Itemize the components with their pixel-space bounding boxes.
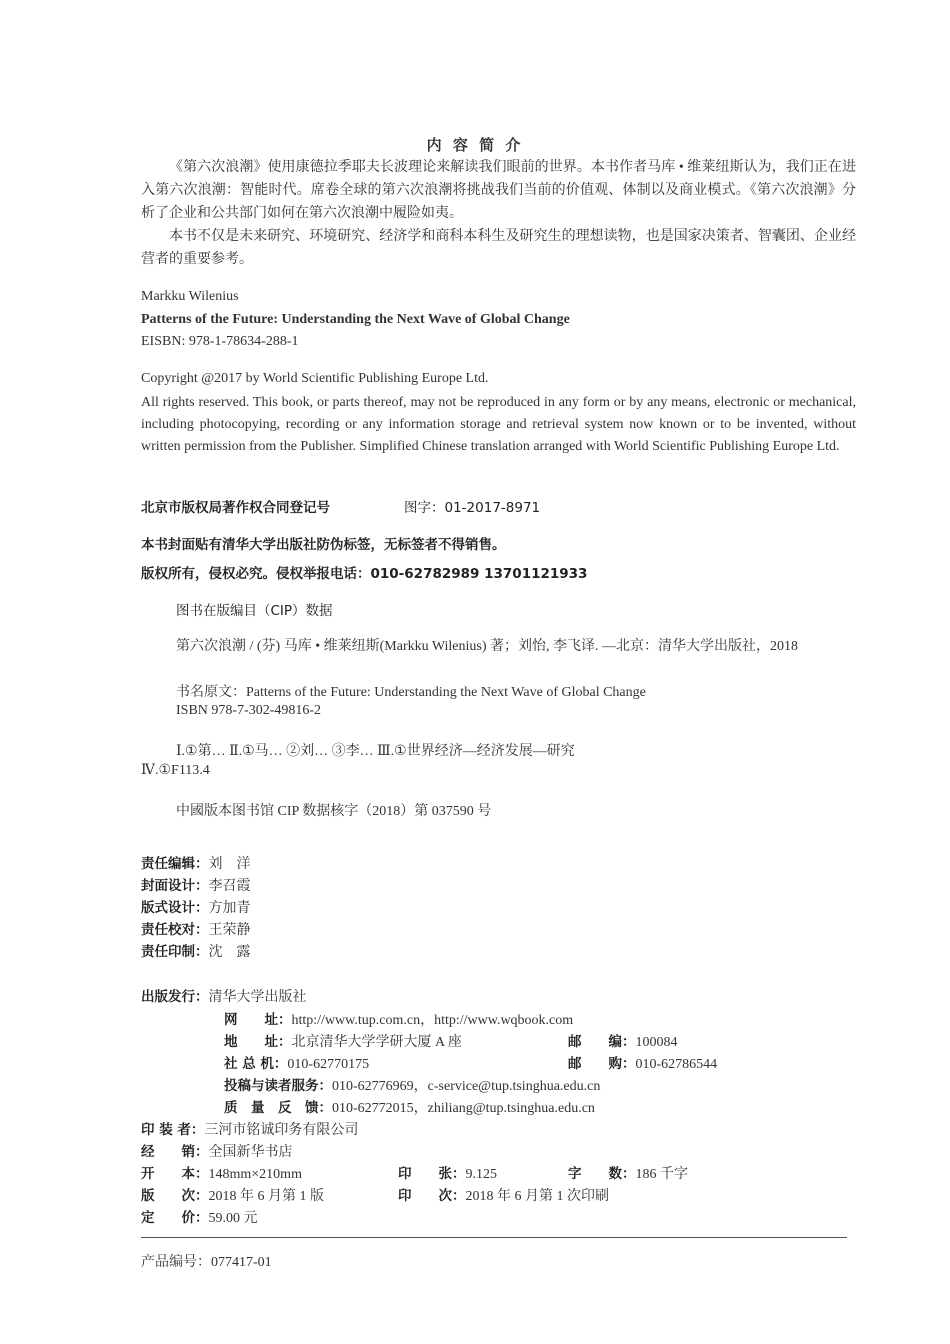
publisher-name: 清华大学出版社 xyxy=(208,990,307,1005)
cip-entry: 第六次浪潮 / (芬) 马库 • 维莱纽斯(Markku Wilenius) 著；刘怡, 李飞译. —北京：清华大学出版社，2018 xyxy=(176,639,798,654)
register-number: 图字：01-2017-8971 xyxy=(404,500,541,516)
product-number-row xyxy=(141,1251,272,1271)
impression-label: 印 次： xyxy=(398,1188,466,1204)
anti-counterfeit-notice: 本书封面贴有清华大学出版社防伪标签，无标签者不得销售。 xyxy=(141,537,506,553)
intro-paragraph-1: 《第六次浪潮》使用康德拉季耶夫长波理论来解读我们眼前的世界。本书作者马库 • 维莱纽斯认为，我们正在进入第六次浪潮：智能时代。席卷全球的第六次浪潮将挑战我们当前的价值观、体制以及商业模式。《第六次浪潮》分析了企业和公共部门如何在第六次浪潮中履险如夷。 xyxy=(141,160,856,221)
publisher-row xyxy=(141,985,307,1006)
printer-value: 三河市铭诚印务有限公司 xyxy=(204,1123,359,1138)
staff-label: 版式设计： xyxy=(141,900,209,916)
format-value: 148mm×210mm xyxy=(208,1167,302,1182)
original-author: Markku Wilenius xyxy=(141,289,239,304)
rights-notice: 版权所有，侵权必究。侵权举报电话：010-62782989 13701121933 xyxy=(141,566,588,582)
edition-value: 2018 年 6 月第 1 版 xyxy=(208,1189,324,1204)
switchboard-label: 社 总 机： xyxy=(224,1056,288,1072)
staff-label: 责任印制： xyxy=(141,944,209,960)
cip-original-title: 书名原文：Patterns of the Future: Understanding the Next Wave of Global Change xyxy=(176,685,646,700)
word-count-value: 186 千字 xyxy=(635,1167,688,1182)
zip-value: 100084 xyxy=(635,1035,678,1050)
mail-order-row xyxy=(568,1052,717,1073)
staff-label: 责任校对： xyxy=(141,922,209,938)
website-row xyxy=(224,1008,573,1029)
printer-label: 印 装 者： xyxy=(141,1122,205,1138)
staff-value: 刘 洋 xyxy=(208,857,251,872)
printer-row xyxy=(141,1118,358,1139)
switchboard-value: 010-62770175 xyxy=(287,1057,370,1072)
staff-proofreader xyxy=(141,918,251,939)
product-number-value: 077417-01 xyxy=(211,1255,272,1270)
reader-service-label: 投稿与读者服务： xyxy=(224,1078,332,1094)
intro-paragraph-2: 本书不仅是未来研究、环境研究、经济学和商科本科生及研究生的理想读物，也是国家决策者、智囊团、企业经营者的重要参考。 xyxy=(141,229,856,267)
staff-value: 王荣静 xyxy=(208,923,251,938)
price-label: 定 价： xyxy=(141,1210,209,1226)
format-row xyxy=(141,1162,302,1183)
reader-service-value: 010-62776969，c-service@tup.tsinghua.edu.cn xyxy=(332,1079,601,1094)
staff-label: 封面设计： xyxy=(141,878,209,894)
footer-divider xyxy=(141,1237,847,1238)
copyright-line: Copyright @2017 by World Scientific Publishing Europe Ltd. xyxy=(141,371,489,386)
reader-service-row xyxy=(224,1074,600,1095)
copyright-body: All rights reserved. This book, or parts thereof, may not be reproduced in any form or by any means, electronic or mechanical, including photocopying, recording or any information storage and retrieval system now known or to be invented, without written permission from the Publisher. Simplified Chinese translation arranged with World Scientific Publishing Europe Ltd. xyxy=(141,395,856,454)
price-value: 59.00 元 xyxy=(208,1211,258,1226)
impression-row xyxy=(398,1184,609,1205)
address-label: 地 址： xyxy=(224,1034,292,1050)
word-count-label: 字 数： xyxy=(568,1166,636,1182)
format-label: 开 本： xyxy=(141,1166,209,1182)
impression-value: 2018 年 6 月第 1 次印刷 xyxy=(465,1189,609,1204)
distributor-value: 全国新华书店 xyxy=(208,1145,293,1160)
intro-title: 内 容 简 介 xyxy=(426,136,524,154)
original-title: Patterns of the Future: Understanding the Next Wave of Global Change xyxy=(141,312,570,327)
website-value: http://www.tup.com.cn，http://www.wqbook.com xyxy=(291,1013,574,1028)
cip-classification: Ⅰ.①第… Ⅱ.①马… ②刘… ③李… Ⅲ.①世界经济—经济发展—研究 xyxy=(176,744,575,759)
staff-value: 沈 露 xyxy=(208,945,251,960)
staff-value: 李召霞 xyxy=(208,879,251,894)
distributor-label: 经 销： xyxy=(141,1144,209,1160)
staff-editor xyxy=(141,852,251,873)
price-row xyxy=(141,1206,258,1227)
publisher-label: 出版发行： xyxy=(141,989,209,1005)
zip-label: 邮 编： xyxy=(568,1034,636,1050)
staff-print-manager xyxy=(141,940,251,961)
distributor-row xyxy=(141,1140,293,1161)
quality-feedback-value: 010-62772015，zhiliang@tup.tsinghua.edu.cn xyxy=(332,1101,595,1116)
sheets-row xyxy=(398,1162,497,1183)
mail-order-value: 010-62786544 xyxy=(635,1057,718,1072)
edition-label: 版 次： xyxy=(141,1188,209,1204)
cip-classification-2: Ⅳ.①F113.4 xyxy=(141,763,210,778)
zip-row xyxy=(568,1030,678,1051)
switchboard-row xyxy=(224,1052,369,1073)
edition-row xyxy=(141,1184,324,1205)
address-value: 北京清华大学学研大厦 A 座 xyxy=(291,1035,462,1050)
website-label: 网 址： xyxy=(224,1012,292,1028)
word-count-row xyxy=(568,1162,688,1183)
quality-feedback-label: 质 量 反 馈： xyxy=(224,1100,332,1116)
staff-label: 责任编辑： xyxy=(141,856,209,872)
quality-feedback-row xyxy=(224,1096,595,1117)
staff-value: 方加青 xyxy=(208,901,251,916)
cip-isbn: ISBN 978-7-302-49816-2 xyxy=(176,703,322,718)
address-row xyxy=(224,1030,462,1051)
original-eisbn: EISBN: 978-1-78634-288-1 xyxy=(141,334,299,349)
staff-layout-design xyxy=(141,896,251,917)
sheets-value: 9.125 xyxy=(465,1167,497,1182)
cip-heading: 图书在版编目（CIP）数据 xyxy=(176,603,333,619)
product-number-label: 产品编号： xyxy=(141,1255,211,1270)
cip-number: 中國版本图书馆 CIP 数据核字（2018）第 037590 号 xyxy=(176,804,492,819)
register-label: 北京市版权局著作权合同登记号 xyxy=(141,500,330,516)
sheets-label: 印 张： xyxy=(398,1166,466,1182)
mail-order-label: 邮 购： xyxy=(568,1056,636,1072)
staff-cover-design xyxy=(141,874,251,895)
